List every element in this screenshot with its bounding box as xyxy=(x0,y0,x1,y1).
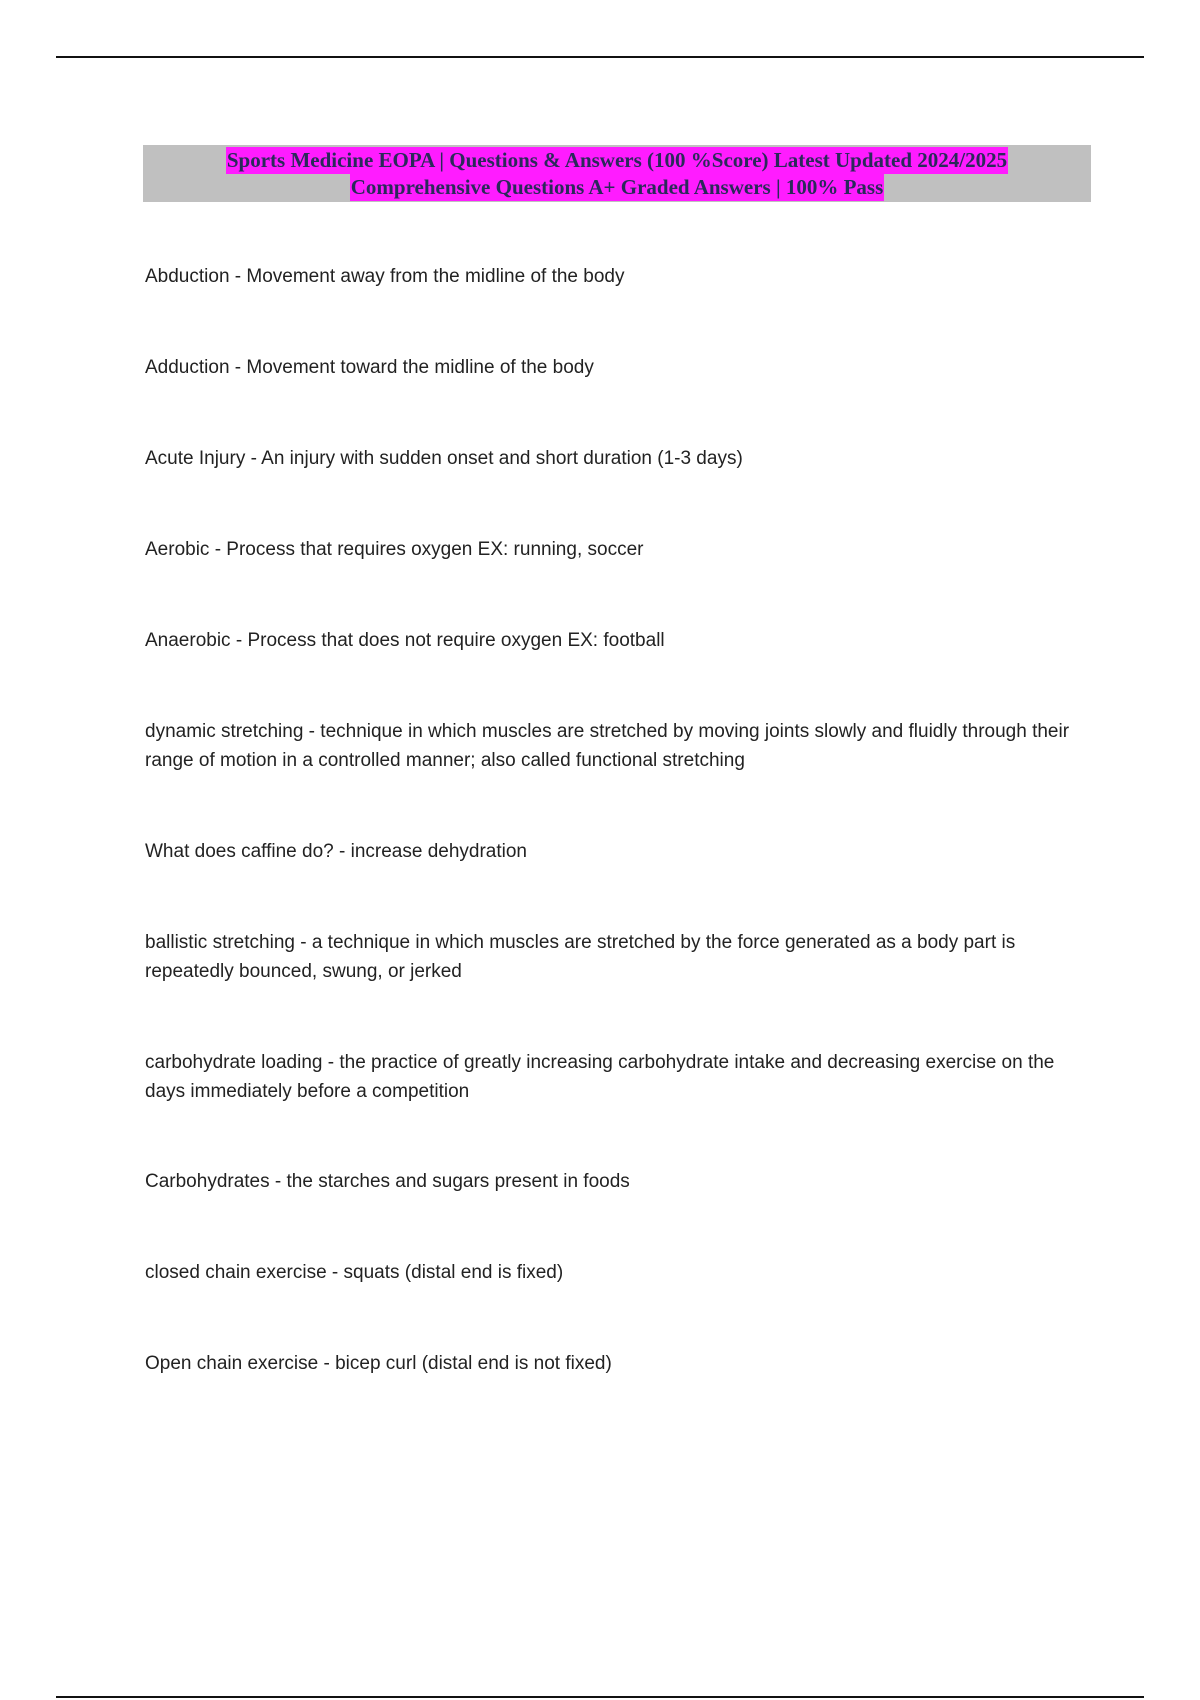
qa-item-closed-chain: closed chain exercise - squats (distal end is fixed) xyxy=(145,1262,564,1283)
qa-item-adduction: Adduction - Movement toward the midline of the body xyxy=(145,357,594,378)
qa-item-ballistic-stretching: ballistic stretching - a technique in which muscles are stretched by the force generated as a body part is repeatedly bounced, swung, or jerked xyxy=(145,932,1016,982)
qa-item-aerobic: Aerobic - Process that requires oxygen EX: running, soccer xyxy=(145,539,644,560)
qa-item-carbohydrates: Carbohydrates - the starches and sugars present in foods xyxy=(145,1171,630,1192)
qa-item-open-chain: Open chain exercise - bicep curl (distal end is not fixed) xyxy=(145,1353,612,1374)
bottom-rule xyxy=(56,1696,1144,1698)
qa-item-carbohydrate-loading: carbohydrate loading - the practice of greatly increasing carbohydrate intake and decreasing exercise on the days immediately before a competition xyxy=(145,1052,1055,1102)
qa-item-abduction: Abduction - Movement away from the midline of the body xyxy=(145,266,625,287)
top-rule xyxy=(56,56,1144,58)
qa-item-acute-injury: Acute Injury - An injury with sudden onset and short duration (1-3 days) xyxy=(145,448,743,469)
qa-item-dynamic-stretching: dynamic stretching - technique in which muscles are stretched by moving joints slowly and fluidly through their range of motion in a controlled manner; also called functional stretching xyxy=(145,721,1070,771)
title-line-2: Comprehensive Questions A+ Graded Answers | 100% Pass xyxy=(350,174,884,199)
qa-item-caffine: What does caffine do? - increase dehydration xyxy=(145,841,527,862)
title-line-1: Sports Medicine EOPA | Questions & Answers (100 %Score) Latest Updated 2024/2025 xyxy=(226,147,1008,172)
document-title-box xyxy=(143,145,1091,202)
qa-item-anaerobic: Anaerobic - Process that does not require oxygen EX: football xyxy=(145,630,665,651)
